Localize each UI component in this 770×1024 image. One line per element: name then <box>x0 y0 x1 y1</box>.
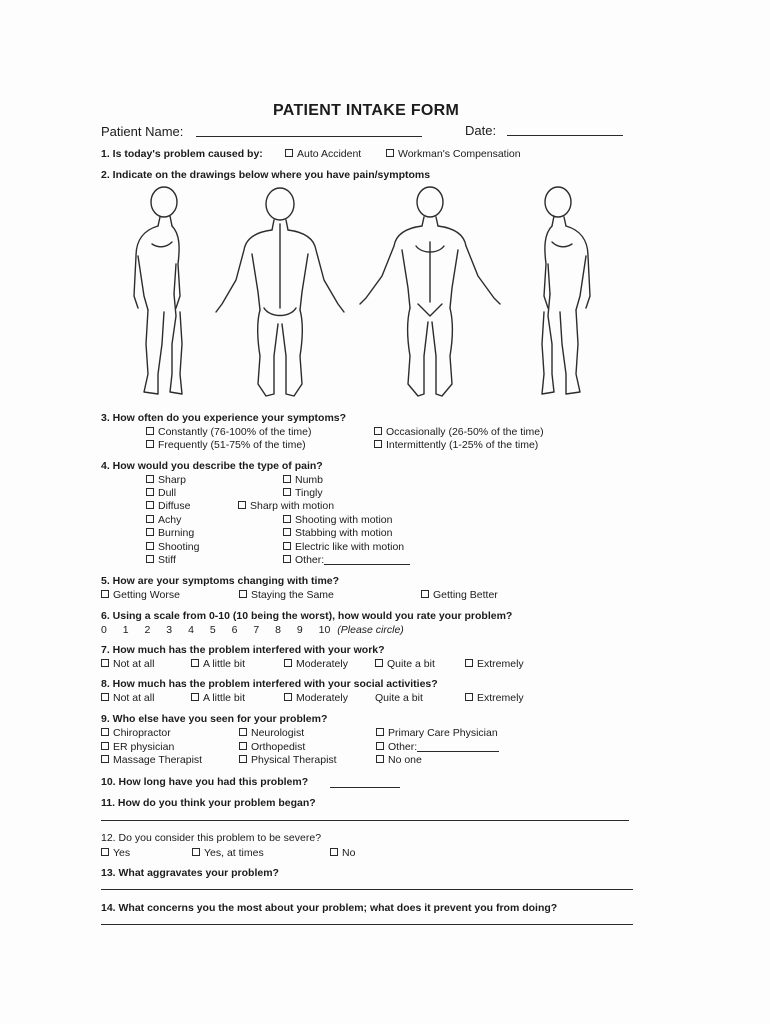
checkbox-icon <box>374 427 382 435</box>
body-figure-profile-left[interactable] <box>134 187 182 394</box>
q5-option-getting-worse[interactable]: Getting Worse <box>101 589 180 601</box>
q8-option-quite-a-bit[interactable]: Quite a bit <box>375 692 423 704</box>
checkbox-icon <box>146 555 154 563</box>
checkbox-icon <box>284 693 292 701</box>
q3-option-constantly[interactable]: Constantly (76-100% of the time) <box>146 426 312 438</box>
q4-option-diffuse[interactable]: Diffuse <box>146 500 191 512</box>
q5-option-staying-same[interactable]: Staying the Same <box>239 589 334 601</box>
checkbox-icon <box>101 693 109 701</box>
checkbox-icon <box>376 742 384 750</box>
q4-option-shooting-with-motion[interactable]: Shooting with motion <box>283 514 392 526</box>
checkbox-icon <box>375 659 383 667</box>
q9-option-neurologist[interactable]: Neurologist <box>239 727 304 739</box>
checkbox-icon <box>330 848 338 856</box>
checkbox-icon <box>191 693 199 701</box>
checkbox-icon <box>239 590 247 598</box>
checkbox-icon <box>146 528 154 536</box>
checkbox-icon <box>101 659 109 667</box>
q7-option-little-bit[interactable]: A little bit <box>191 658 245 670</box>
checkbox-icon <box>376 728 384 736</box>
q9-option-primary-care[interactable]: Primary Care Physician <box>376 727 498 739</box>
checkbox-icon <box>283 475 291 483</box>
q9-label: 9. Who else have you seen for your problem? <box>101 713 328 725</box>
q4-option-stabbing-with-motion[interactable]: Stabbing with motion <box>283 527 392 539</box>
q4-label: 4. How would you describe the type of pain? <box>101 460 323 472</box>
q5-option-getting-better[interactable]: Getting Better <box>421 589 498 601</box>
checkbox-icon <box>285 149 293 157</box>
scale-1[interactable]: 1 <box>122 624 129 636</box>
q12-option-no[interactable]: No <box>330 847 355 859</box>
checkbox-icon <box>283 555 291 563</box>
checkbox-icon <box>192 848 200 856</box>
checkbox-icon <box>239 755 247 763</box>
q1-option-auto-accident[interactable]: Auto Accident <box>285 148 361 160</box>
scale-note: (Please circle) <box>337 624 404 636</box>
date-label: Date: <box>465 123 497 138</box>
body-figure-profile-right[interactable] <box>542 187 590 394</box>
q4-option-electric-with-motion[interactable]: Electric like with motion <box>283 541 404 553</box>
q3-option-frequently[interactable]: Frequently (51-75% of the time) <box>146 439 306 451</box>
q9-option-physical-therapist[interactable]: Physical Therapist <box>239 754 337 766</box>
checkbox-icon <box>101 728 109 736</box>
q7-option-not-at-all[interactable]: Not at all <box>101 658 154 670</box>
q9-option-no-one[interactable]: No one <box>376 754 422 766</box>
checkbox-icon <box>146 427 154 435</box>
q7-label: 7. How much has the problem interfered with your work? <box>101 644 385 656</box>
checkbox-icon <box>283 488 291 496</box>
scale-6[interactable]: 6 <box>231 624 238 636</box>
q1-label: 1. Is today's problem caused by: <box>101 148 263 160</box>
scale-10[interactable]: 10 <box>318 624 331 636</box>
checkbox-icon <box>146 515 154 523</box>
date-field[interactable] <box>507 135 623 136</box>
checkbox-icon <box>374 440 382 448</box>
patient-name-label: Patient Name: <box>101 124 184 139</box>
q4-option-achy[interactable]: Achy <box>146 514 181 526</box>
body-pain-diagram[interactable] <box>118 184 608 402</box>
body-figure-back[interactable] <box>216 188 344 396</box>
q9-option-massage-therapist[interactable]: Massage Therapist <box>101 754 202 766</box>
checkbox-icon <box>146 542 154 550</box>
checkbox-icon <box>239 728 247 736</box>
q4-option-other[interactable]: Other: <box>283 554 410 566</box>
q1-option-workmans-comp[interactable]: Workman's Compensation <box>386 148 521 160</box>
q14-answer-field[interactable] <box>101 924 633 925</box>
q8-option-little-bit[interactable]: A little bit <box>191 692 245 704</box>
q12-label: 12. Do you consider this problem to be severe? <box>101 832 322 844</box>
form-title: PATIENT INTAKE FORM <box>273 102 460 119</box>
q4-option-stiff[interactable]: Stiff <box>146 554 176 566</box>
checkbox-icon <box>101 755 109 763</box>
q5-label: 5. How are your symptoms changing with time? <box>101 575 340 587</box>
scale-8[interactable]: 8 <box>275 624 281 636</box>
q9-other-field[interactable] <box>417 751 499 752</box>
scale-7[interactable]: 7 <box>253 624 260 636</box>
checkbox-icon <box>238 501 246 509</box>
checkbox-icon <box>465 659 473 667</box>
q4-other-field[interactable] <box>324 564 410 565</box>
q4-option-shooting[interactable]: Shooting <box>146 541 199 553</box>
checkbox-icon <box>101 848 109 856</box>
scale-4[interactable]: 4 <box>188 624 194 636</box>
q9-option-chiropractor[interactable]: Chiropractor <box>101 727 171 739</box>
q11-answer-field[interactable] <box>101 820 629 821</box>
q3-option-occasionally[interactable]: Occasionally (26-50% of the time) <box>374 426 544 438</box>
q14-label: 14. What concerns you the most about your problem; what does it prevent you from doing? <box>101 902 558 914</box>
q13-label: 13. What aggravates your problem? <box>101 867 279 879</box>
q4-option-dull[interactable]: Dull <box>146 487 176 499</box>
checkbox-icon <box>146 440 154 448</box>
checkbox-icon <box>101 742 109 750</box>
scale-9[interactable]: 9 <box>296 624 303 636</box>
q4-option-sharp[interactable]: Sharp <box>146 474 186 486</box>
checkbox-icon <box>465 693 473 701</box>
q3-option-intermittently[interactable]: Intermittently (1-25% of the time) <box>374 439 538 451</box>
q12-option-yes[interactable]: Yes <box>101 847 130 859</box>
checkbox-icon <box>386 149 394 157</box>
checkbox-icon <box>283 515 291 523</box>
checkbox-icon <box>421 590 429 598</box>
scale-3[interactable]: 3 <box>166 624 173 636</box>
q4-option-tingly[interactable]: Tingly <box>283 487 323 499</box>
scale-2[interactable]: 2 <box>144 624 151 636</box>
q11-label: 11. How do you think your problem began? <box>101 797 316 809</box>
q9-option-orthopedist[interactable]: Orthopedist <box>239 741 305 753</box>
scale-5[interactable]: 5 <box>209 624 216 636</box>
q2-label: 2. Indicate on the drawings below where you have pain/symptoms <box>101 169 431 181</box>
q8-option-extremely[interactable]: Extremely <box>465 692 524 704</box>
q4-option-burning[interactable]: Burning <box>146 527 194 539</box>
q4-option-numb[interactable]: Numb <box>283 474 323 486</box>
q6-pain-scale <box>101 624 404 636</box>
q9-option-other[interactable]: Other: <box>376 741 499 753</box>
checkbox-icon <box>284 659 292 667</box>
checkbox-icon <box>283 528 291 536</box>
q8-label: 8. How much has the problem interfered with your social activities? <box>101 678 438 690</box>
q13-answer-field[interactable] <box>101 889 633 890</box>
q12-option-yes-at-times[interactable]: Yes, at times <box>192 847 264 859</box>
patient-name-field[interactable] <box>196 136 422 137</box>
q10-label: 10. How long have you had this problem? <box>101 776 309 788</box>
q9-option-er-physician[interactable]: ER physician <box>101 741 174 753</box>
checkbox-icon <box>101 590 109 598</box>
q8-option-not-at-all[interactable]: Not at all <box>101 692 154 704</box>
q10-answer-field[interactable] <box>330 787 400 788</box>
checkbox-icon <box>146 488 154 496</box>
checkbox-icon <box>376 755 384 763</box>
checkbox-icon <box>191 659 199 667</box>
q3-label: 3. How often do you experience your symptoms? <box>101 412 347 424</box>
checkbox-icon <box>239 742 247 750</box>
checkbox-icon <box>283 542 291 550</box>
q7-option-quite-a-bit[interactable]: Quite a bit <box>375 658 435 670</box>
q7-option-extremely[interactable]: Extremely <box>465 658 524 670</box>
scale-0[interactable]: 0 <box>101 624 107 636</box>
q6-label: 6. Using a scale from 0-10 (10 being the worst), how would you rate your problem? <box>101 610 513 622</box>
body-figure-front[interactable] <box>360 187 500 396</box>
q7-option-moderately[interactable]: Moderately <box>284 658 348 670</box>
checkbox-icon <box>146 501 154 509</box>
q4-option-sharp-with-motion[interactable]: Sharp with motion <box>238 500 334 512</box>
q8-option-moderately[interactable]: Moderately <box>284 692 348 704</box>
checkbox-icon <box>146 475 154 483</box>
